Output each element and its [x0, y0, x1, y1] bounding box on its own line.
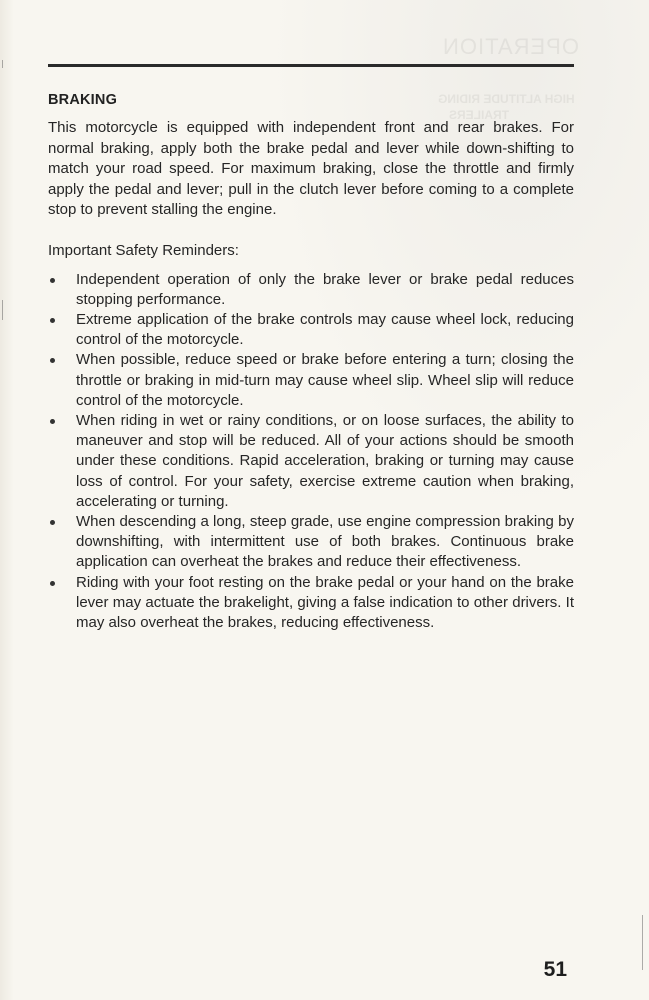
- page-edge-mark: [2, 60, 3, 68]
- header-rule: [48, 64, 574, 67]
- reminders-label: Important Safety Reminders:: [48, 241, 239, 259]
- list-item: [48, 350, 574, 411]
- list-item: [48, 310, 574, 350]
- list-item: [48, 573, 574, 634]
- list-item-text: Extreme application of the brake controls may cause wheel lock, reducing control of the motorcycle.: [76, 310, 574, 349]
- list-item-text: When riding in wet or rainy conditions, or on loose surfaces, the ability to maneuver and stop will be reduced. All of your actions should be smooth under these conditions. Rapid acceleration, braking or turning may cause loss of control. For your safety, exercise extreme caution when braking, accelerating or turning.: [76, 411, 574, 510]
- bullet-icon: [50, 358, 55, 363]
- list-item: [48, 512, 574, 573]
- intro-paragraph: This motorcycle is equipped with independent front and rear brakes. For normal braking, apply both the brake pedal and lever while down-shifting to match your road speed. For maximum braking, close the throttle and firmly apply the pedal and lever; pull in the clutch lever before coming to a complete stop to prevent stalling the engine.: [48, 119, 574, 219]
- list-item-text: When descending a long, steep grade, use engine compression braking by downshifting, with intermittent use of both brakes. Continuous brake application can overheat the brakes and reduce their effectiveness.: [76, 513, 574, 571]
- list-item: [48, 270, 574, 310]
- main-content: [48, 92, 574, 633]
- section-heading: BRAKING: [48, 92, 118, 108]
- bullet-icon: [50, 581, 55, 586]
- bullet-icon: [50, 419, 55, 424]
- bullet-icon: [50, 520, 55, 525]
- list-item: [48, 411, 574, 512]
- bullet-icon: [50, 278, 55, 283]
- show-through-line-2: TRAILERS: [449, 108, 509, 122]
- safety-reminders-list: [48, 270, 574, 634]
- list-item-text: Riding with your foot resting on the brake pedal or your hand on the brake lever may actuate the brakelight, giving a false indication to other drivers. It may also overheat the brakes, reducing effectiveness.: [76, 573, 574, 632]
- page-edge-mark: [642, 915, 643, 970]
- list-item-text: When possible, reduce speed or brake before entering a turn; closing the throttle or braking in mid-turn may cause wheel slip. Wheel slip will reduce control of the motorcycle.: [76, 351, 574, 409]
- list-item-text: Independent operation of only the brake lever or brake pedal reduces stopping performance.: [76, 270, 574, 308]
- page-number: 51: [543, 958, 567, 981]
- show-through-line-1: HIGH ALTITUDE RIDING: [438, 92, 575, 106]
- page-edge-mark: [2, 300, 3, 320]
- bullet-icon: [50, 318, 55, 323]
- show-through-title: OPERATION: [442, 34, 579, 59]
